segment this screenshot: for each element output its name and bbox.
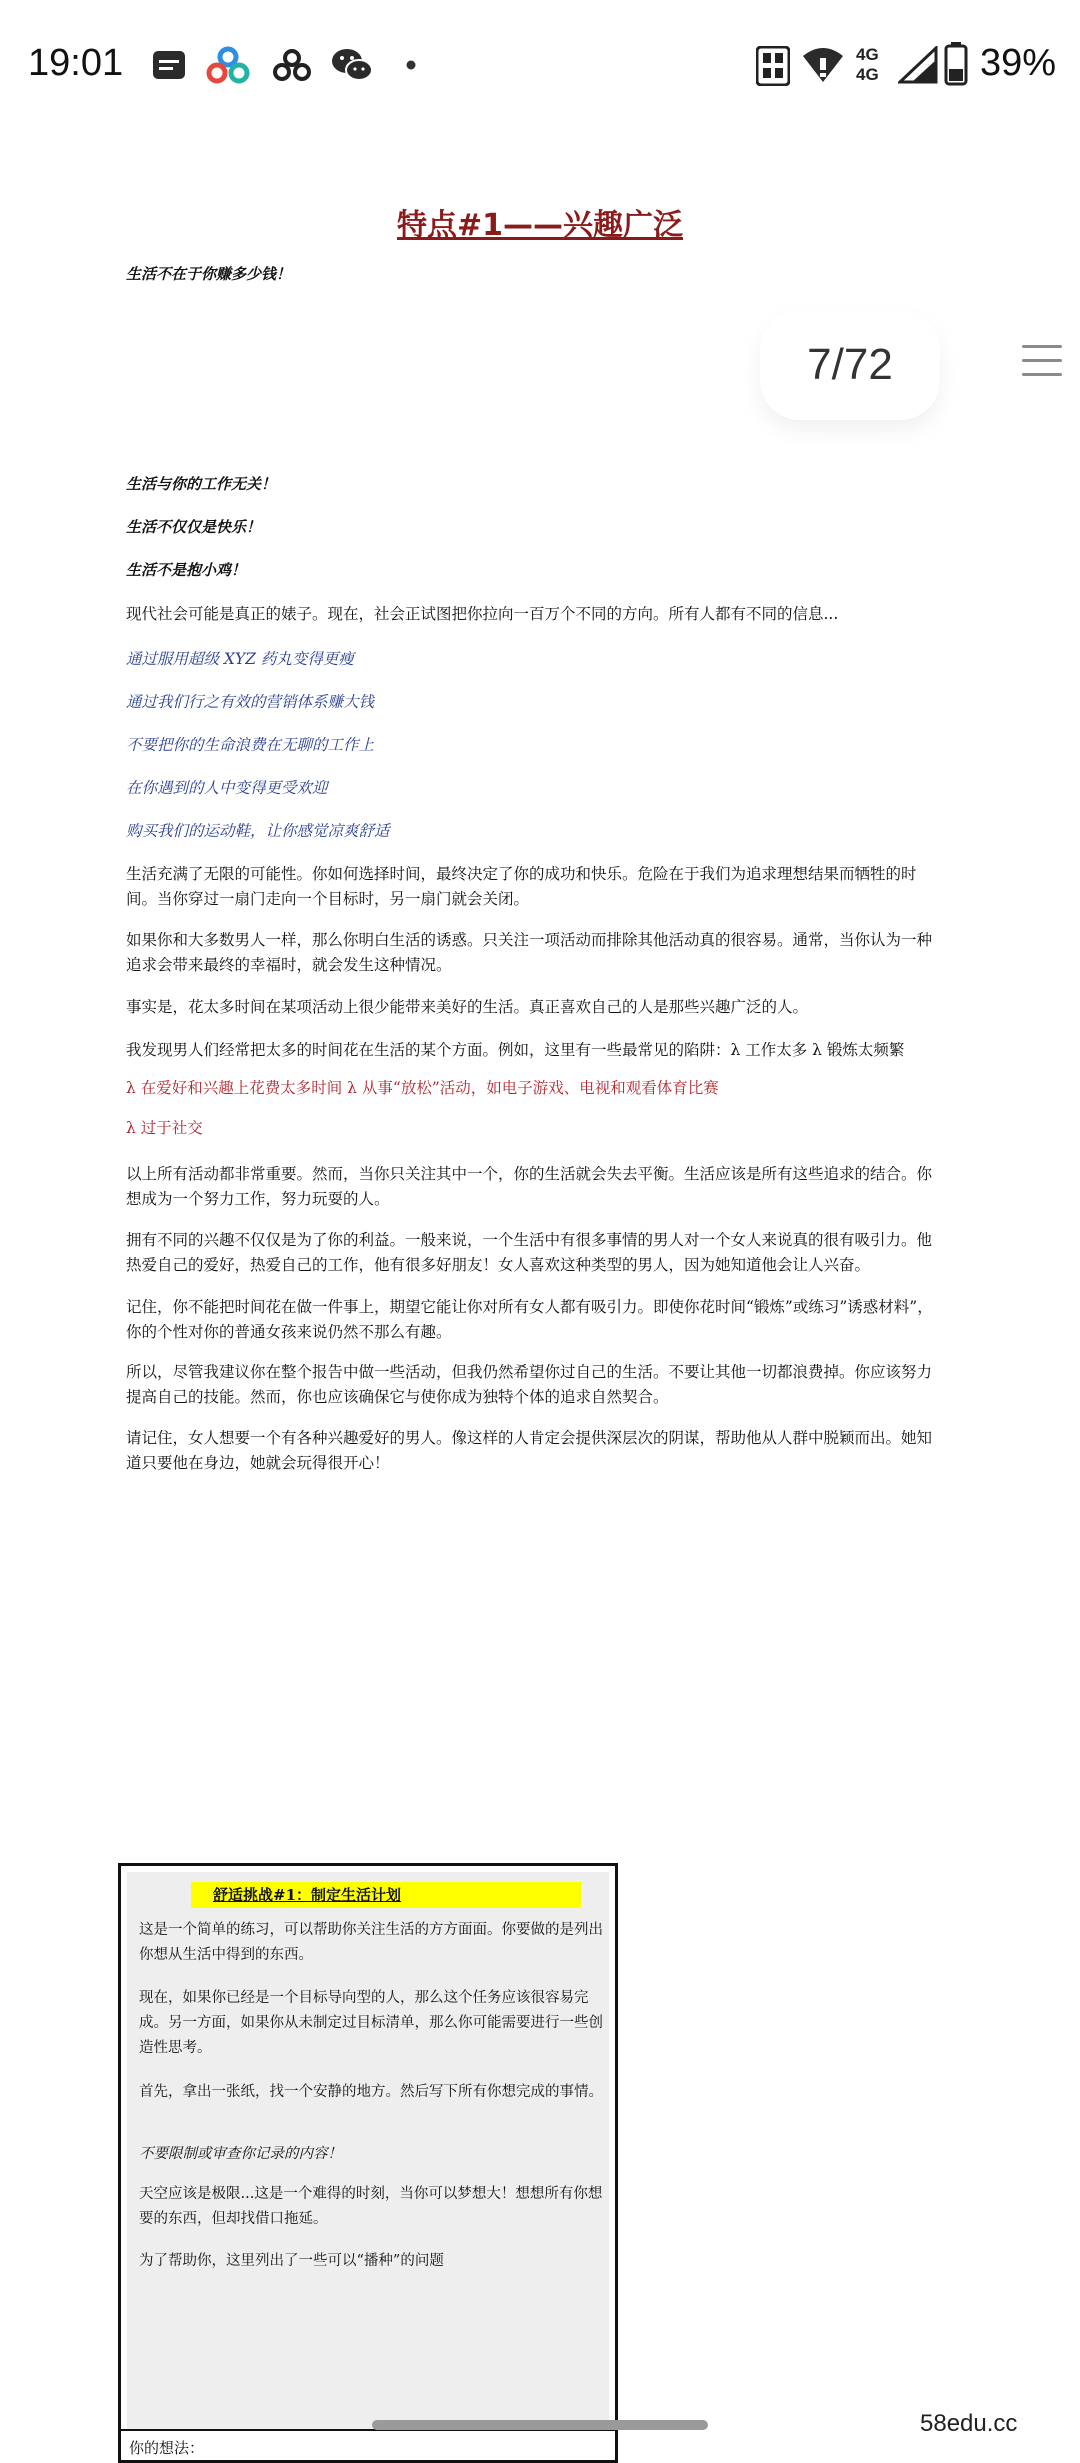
baidu-netdisk-icon bbox=[206, 46, 250, 84]
signal-icon bbox=[898, 46, 938, 84]
red-list-2: λ 过于社交 bbox=[126, 1119, 203, 1137]
paragraph-6: 拥有不同的兴趣不仅仅是为了你的利益。一般来说，一个生活中有很多事情的男人对一个女人来说真的很有吸引力。他热爱自己的爱好，热爱自己的工作，他有很多好朋友！女人喜欢这种类型的男人，因为她知道他会让人兴奋。 bbox=[126, 1231, 933, 1274]
bold-line-3: 生活不是抱小鸡！ bbox=[126, 561, 247, 579]
paragraph-9: 请记住，女人想要一个有各种兴趣爱好的男人。像这样的人肯定会提供深层次的阴谋，帮助他从人群中脱颖而出。她知道只要他在身边，她就会玩得很开心！ bbox=[126, 1429, 933, 1472]
challenge-box bbox=[118, 1863, 618, 2463]
subtitle: 生活不在于你赚多少钱！ bbox=[126, 265, 292, 283]
message-icon bbox=[152, 50, 186, 80]
watermark: 58edu.cc bbox=[920, 2410, 1018, 2437]
network-type-bottom: 4G bbox=[856, 65, 879, 84]
challenge-paragraph-4: 不要限制或审查你记录的内容！ bbox=[139, 2146, 342, 2162]
your-thoughts-label: 你的想法： bbox=[129, 2439, 205, 2457]
blue-item-4: 在你遇到的人中变得更受欢迎 bbox=[126, 779, 328, 797]
red-list-1: λ 在爱好和兴趣上花费太多时间 λ 从事“放松”活动，如电子游戏、电视和观看体育比赛 bbox=[126, 1079, 719, 1097]
home-indicator[interactable] bbox=[372, 2420, 708, 2430]
challenge-paragraph-3: 首先，拿出一张纸，找一个安静的地方。然后写下所有你想完成的事情。 bbox=[139, 2084, 603, 2100]
blue-item-5: 购买我们的运动鞋，让你感觉凉爽舒适 bbox=[126, 822, 390, 840]
challenge-title: 舒适挑战#1：制定生活计划 bbox=[191, 1882, 581, 1908]
dot-icon bbox=[406, 60, 416, 70]
paragraph-1: 生活充满了无限的可能性。你如何选择时间，最终决定了你的成功和快乐。危险在于我们为追求理想结果而牺牲的时间。当你穿过一扇门走向一个目标时，另一扇门就会关闭。 bbox=[126, 865, 917, 908]
blue-item-3: 不要把你的生命浪费在无聊的工作上 bbox=[126, 736, 375, 754]
battery-percent: 39% bbox=[979, 42, 1056, 84]
page-indicator[interactable]: 7/72 bbox=[760, 310, 940, 420]
paragraph-5: 以上所有活动都非常重要。然而，当你只关注其中一个，你的生活就会失去平衡。生活应该是所有这些追求的结合。你想成为一个努力工作，努力玩耍的人。 bbox=[126, 1165, 933, 1208]
status-bar bbox=[0, 0, 1080, 130]
page-title: 特点#1——兴趣广泛 bbox=[396, 208, 683, 243]
paragraph-7: 记住，你不能把时间花在做一件事上，期望它能让你对所有女人都有吸引力。即使你花时间“锻炼”或练习”诱惑材料”，你的个性对你的普通女孩来说仍然不那么有趣。 bbox=[126, 1298, 933, 1341]
hd-icon bbox=[756, 46, 790, 86]
battery-icon bbox=[944, 42, 968, 86]
wechat-icon bbox=[330, 46, 374, 84]
network-type-top: 4G bbox=[856, 45, 879, 64]
challenge-box-body bbox=[127, 1872, 609, 2429]
app-cluster-icon bbox=[272, 48, 312, 82]
paragraph-2: 如果你和大多数男人一样，那么你明白生活的诱惑。只关注一项活动而排除其他活动真的很容易。通常，当你认为一种追求会带来最终的幸福时，就会发生这种情况。 bbox=[126, 931, 933, 974]
challenge-paragraph-1: 这是一个简单的练习，可以帮助你关注生活的方方面面。你要做的是列出你想从生活中得到的东西。 bbox=[139, 1922, 603, 1963]
paragraph-8: 所以，尽管我建议你在整个报告中做一些活动，但我仍然希望你过自己的生活。不要让其他一切都浪费掉。你应该努力提高自己的技能。然而，你也应该确保它与使你成为独特个体的追求自然契合。 bbox=[126, 1363, 933, 1406]
challenge-paragraph-6: 为了帮助你，这里列出了一些可以“播种”的问题 bbox=[139, 2253, 444, 2269]
menu-icon[interactable] bbox=[1022, 345, 1062, 385]
paragraph-4: 我发现男人们经常把太多的时间花在生活的某个方面。例如，这里有一些最常见的陷阱：λ 工作太多 λ 锻炼太频繁 bbox=[126, 1041, 905, 1059]
paragraph-3: 事实是，花太多时间在某项活动上很少能带来美好的生活。真正喜欢自己的人是那些兴趣广泛的人。 bbox=[126, 998, 809, 1016]
blue-item-1: 通过服用超级 XYZ 药丸变得更瘦 bbox=[126, 650, 354, 668]
challenge-paragraph-5: 天空应该是极限...这是一个难得的时刻，当你可以梦想大！想想所有你想要的东西，但却找借口拖延。 bbox=[139, 2186, 603, 2227]
challenge-paragraph-2: 现在，如果你已经是一个目标导向型的人，那么这个任务应该很容易完成。另一方面，如果你从未制定过目标清单，那么你可能需要进行一些创造性思考。 bbox=[139, 1990, 603, 2056]
blue-item-2: 通过我们行之有效的营销体系赚大钱 bbox=[126, 693, 375, 711]
intro-paragraph: 现代社会可能是真正的婊子。现在，社会正试图把你拉向一百万个不同的方向。所有人都有不同的信息... bbox=[126, 605, 839, 623]
bold-line-2: 生活不仅仅是快乐！ bbox=[126, 518, 262, 536]
status-time: 19:01 bbox=[28, 42, 124, 84]
bold-line-1: 生活与你的工作无关！ bbox=[126, 475, 277, 493]
wifi-icon bbox=[800, 44, 846, 84]
